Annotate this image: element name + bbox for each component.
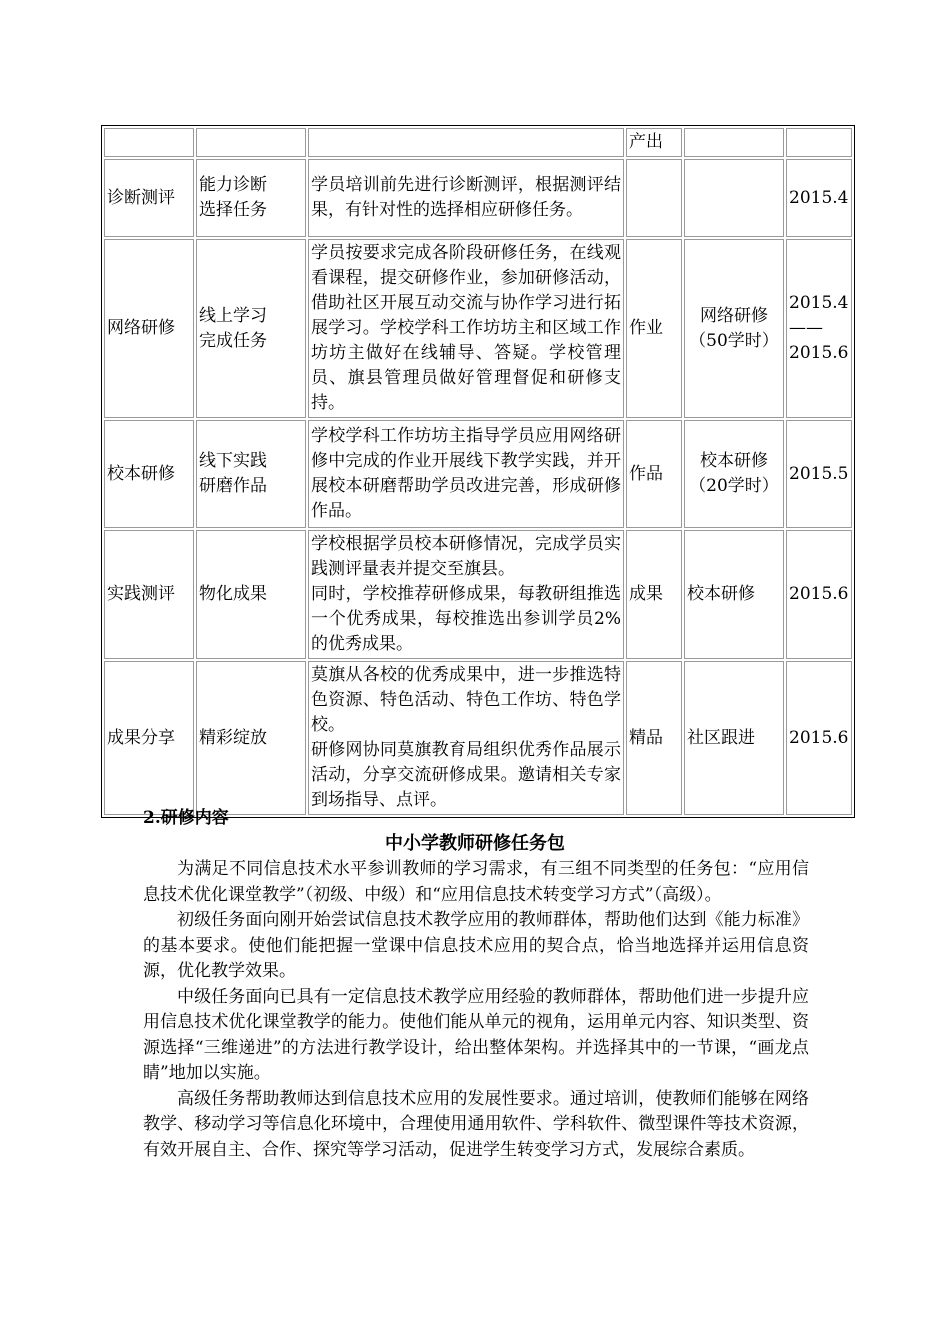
table-row xyxy=(104,661,852,815)
content-cell: 学校根据学员校本研修情况，完成学员实践测评量表并提交至旗县。 同时，学校推荐研修成果，每教研组推选一个优秀成果，每校推选出参训学员2%的优秀成果。 xyxy=(308,530,624,659)
training-plan-table xyxy=(101,125,855,818)
stage-cell: 成果分享 xyxy=(104,661,194,815)
table-row xyxy=(104,239,852,418)
table-row xyxy=(104,159,852,237)
output-cell: 作品 xyxy=(626,420,682,528)
output-cell: 成果 xyxy=(626,530,682,659)
table-cell xyxy=(308,128,624,157)
content-cell: 莫旗从各校的优秀成果中，进一步推选特色资源、特色活动、特色工作坊、特色学校。 研修网协同莫旗教育局组织优秀作品展示活动，分享交流研修成果。邀请相关专家到场指导、点评。 xyxy=(308,661,624,815)
output-cell: 作业 xyxy=(626,239,682,418)
stage-cell: 校本研修 xyxy=(104,420,194,528)
table-cell xyxy=(104,128,194,157)
paragraph: 高级任务帮助教师达到信息技术应用的发展性要求。通过培训，使教师们能够在网络教学、移动学习等信息化环境中，合理使用通用软件、学科软件、微型课件等技术资源，有效开展自主、合作、探究等学习活动，促进学生转变学习方式，发展综合素质。 xyxy=(143,1088,809,1160)
table-row xyxy=(104,420,852,528)
form-cell: 校本研修 （20学时） xyxy=(684,420,784,528)
form-cell: 校本研修 xyxy=(684,530,784,659)
task-cell: 物化成果 xyxy=(196,530,306,659)
table-cell xyxy=(684,128,784,157)
content-cell: 学员按要求完成各阶段研修任务，在线观看课程，提交研修作业，参加研修活动，借助社区开展互动交流与协作学习进行拓展学习。学校学科工作坊坊主和区域工作坊坊主做好在线辅导、答疑。学校管理员、旗县管理员做好管理督促和研修支持。 xyxy=(308,239,624,418)
task-cell: 线上学习 完成任务 xyxy=(196,239,306,418)
task-cell: 线下实践 研磨作品 xyxy=(196,420,306,528)
time-cell: 2015.4 xyxy=(786,159,852,237)
table-row xyxy=(104,530,852,659)
table-row-continued-header xyxy=(104,128,852,157)
table-cell-output-header: 产出 xyxy=(626,128,682,157)
table-cell xyxy=(196,128,306,157)
table-cell xyxy=(786,128,852,157)
paragraph: 初级任务面向刚开始尝试信息技术教学应用的教师群体，帮助他们达到《能力标准》的基本要求。使他们能把握一堂课中信息技术应用的契合点，恰当地选择并运用信息资源，优化教学效果。 xyxy=(143,910,809,981)
task-cell: 精彩绽放 xyxy=(196,661,306,815)
time-cell: 2015.6 xyxy=(786,661,852,815)
time-cell: 2015.4 —— 2015.6 xyxy=(786,239,852,418)
task-cell: 能力诊断 选择任务 xyxy=(196,159,306,237)
content-cell: 学校学科工作坊坊主指导学员应用网络研修中完成的作业开展线下教学实践，并开展校本研磨帮助学员改进完善，形成研修作品。 xyxy=(308,420,624,528)
paragraph: 中级任务面向已具有一定信息技术教学应用经验的教师群体，帮助他们进一步提升应用信息技术优化课堂教学的能力。使他们能从单元的视角，运用单元内容、知识类型、资源选择“三维递进”的方法进行教学设计，给出整体架构。并选择其中的一节课，“画龙点睛”地加以实施。 xyxy=(143,986,809,1083)
output-cell: 精品 xyxy=(626,661,682,815)
stage-cell: 实践测评 xyxy=(104,530,194,659)
section-heading: 2.研修内容 xyxy=(143,808,229,828)
form-cell xyxy=(684,159,784,237)
stage-cell: 诊断测评 xyxy=(104,159,194,237)
form-cell: 网络研修 （50学时） xyxy=(684,239,784,418)
section-title: 中小学教师研修任务包 xyxy=(385,833,565,854)
stage-cell: 网络研修 xyxy=(104,239,194,418)
paragraph: 为满足不同信息技术水平参训教师的学习需求，有三组不同类型的任务包：“应用信息技术优化课堂教学”（初级、中级）和“应用信息技术转变学习方式”（高级）。 xyxy=(143,859,809,905)
content-cell: 学员培训前先进行诊断测评，根据测评结果，有针对性的选择相应研修任务。 xyxy=(308,159,624,237)
form-cell: 社区跟进 xyxy=(684,661,784,815)
output-cell xyxy=(626,159,682,237)
time-cell: 2015.6 xyxy=(786,530,852,659)
time-cell: 2015.5 xyxy=(786,420,852,528)
body-text xyxy=(143,857,809,1163)
